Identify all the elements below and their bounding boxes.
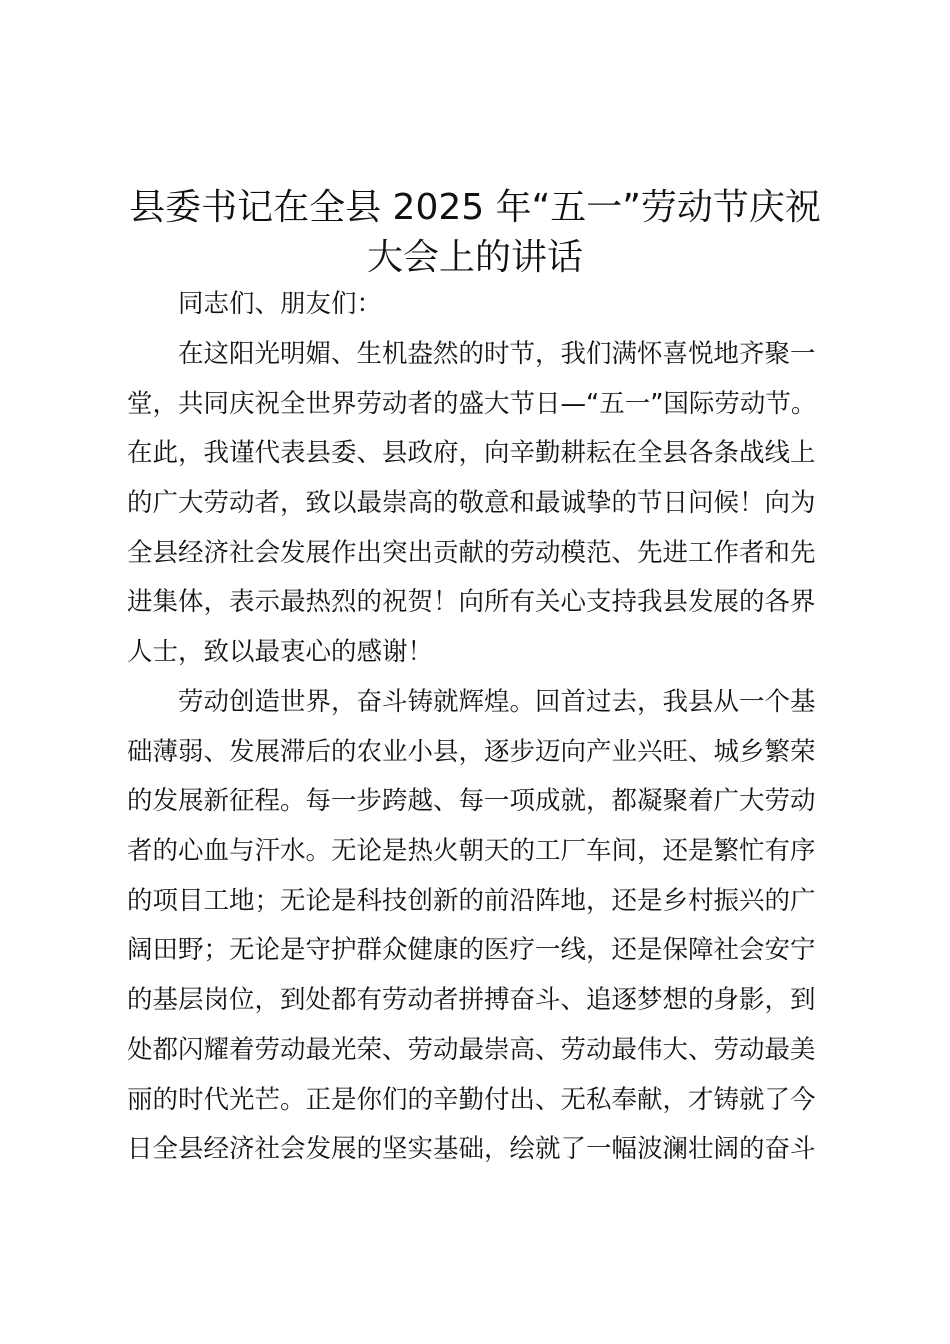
paragraph-line: 者的心血与汗水。无论是热火朝天的工厂车间，还是繁忙有序 (127, 836, 816, 867)
paragraph-line: 丽的时代光芒。正是你们的辛勤付出、无私奉献，才铸就了今 (127, 1084, 816, 1115)
paragraph-line: 阔田野；无论是守护群众健康的医疗一线，还是保障社会安宁 (127, 935, 816, 966)
paragraph-line: 进集体，表示最热烈的祝贺！向所有关心支持我县发展的各界 (127, 587, 816, 618)
document-title-line-1: 县委书记在全县 2025 年“五一”劳动节庆祝 (129, 187, 821, 228)
greeting (127, 280, 837, 330)
paragraph-1 (127, 330, 837, 678)
paragraph-line: 处都闪耀着劳动最光荣、劳动最崇高、劳动最伟大、劳动最美 (127, 1034, 816, 1065)
document-title-line-2: 大会上的讲话 (366, 237, 583, 278)
paragraph-line: 的发展新征程。每一步跨越、每一项成就，都凝聚着广大劳动 (127, 786, 816, 817)
paragraph-line: 全县经济社会发展作出突出贡献的劳动模范、先进工作者和先 (127, 537, 816, 568)
paragraph-line: 础薄弱、发展滞后的农业小县，逐步迈向产业兴旺、城乡繁荣 (127, 736, 816, 767)
paragraph-line: 日全县经济社会发展的坚实基础，绘就了一幅波澜壮阔的奋斗 (127, 1134, 816, 1165)
paragraph-line: 堂，共同庆祝全世界劳动者的盛大节日—“五一”国际劳动节。 (127, 388, 817, 419)
paragraph-line: 在这阳光明媚、生机盎然的时节，我们满怀喜悦地齐聚一 (178, 339, 816, 369)
paragraph-line: 劳动创造世界，奋斗铸就辉煌。回首过去，我县从一个基 (178, 687, 816, 717)
paragraph-line: 的广大劳动者，致以最崇高的敬意和最诚挚的节日问候！向为 (127, 488, 816, 519)
paragraph-line: 的项目工地；无论是科技创新的前沿阵地，还是乡村振兴的广 (127, 885, 816, 916)
greeting-text: 同志们、朋友们： (178, 289, 383, 319)
paragraph-line: 在此，我谨代表县委、县政府，向辛勤耕耘在全县各条战线上 (127, 438, 816, 469)
paragraph-line: 人士，致以最衷心的感谢！ (127, 637, 434, 668)
paragraph-2 (127, 678, 837, 1175)
paragraph-line: 的基层岗位，到处都有劳动者拼搏奋斗、追逐梦想的身影，到 (127, 985, 816, 1016)
